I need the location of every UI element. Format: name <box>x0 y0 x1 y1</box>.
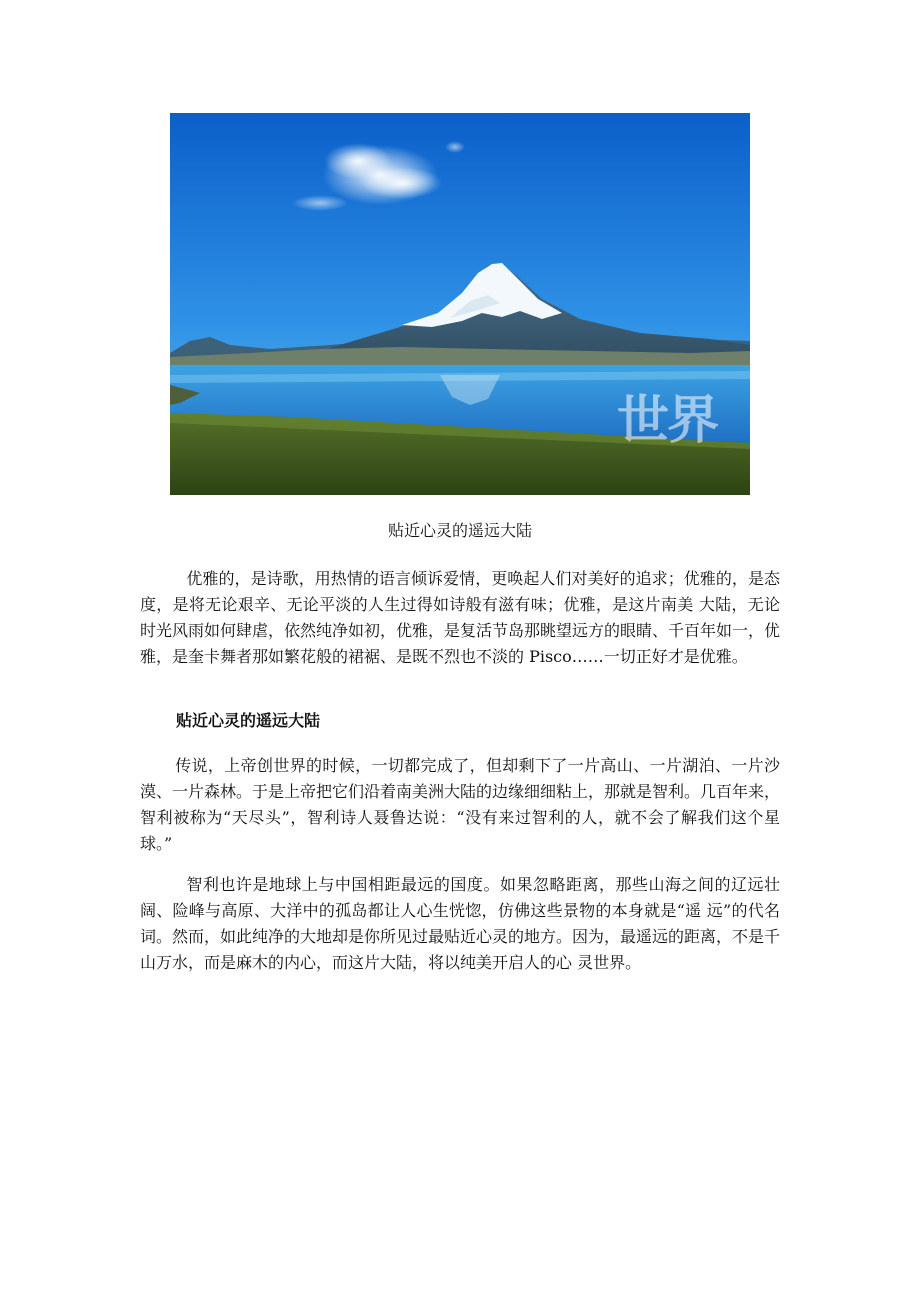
landscape-photo <box>170 113 750 495</box>
watermark-text: 世界 <box>617 391 718 451</box>
paragraph-distance: 智利也许是地球上与中国相距最远的国度。如果忽略距离，那些山海之间的辽远壮阔、险峰与高原、大洋中的孤岛都让人心生恍惚，仿佛这些景物的本身就是“遥 远”的代名词。然而，如此纯净的大地却是你所见过最贴近心灵的地方。因为，最遥远的距离，不是千山万水，而是麻木的内心，而这片大陆，将以纯美开启人的心 灵世界。 <box>140 875 781 972</box>
paragraph-elegance: 优雅的，是诗歌，用热情的语言倾诉爱情，更唤起人们对美好的追求；优雅的，是态度，是将无论艰辛、无论平淡的人生过得如诗般有滋有味；优雅，是这片南美 大陆，无论时光风雨如何肆虐，依然纯净如初，优雅，是复活节岛那眺望远方的眼睛、千百年如一，优雅，是奎卡舞者那如繁花般的裙裾、是既不烈也不淡的 Pisco……一切正好才是优雅。 <box>140 569 781 666</box>
paragraph-legend: 传说，上帝创世界的时候，一切都完成了，但却剩下了一片高山、一片湖泊、一片沙漠、一片森林。于是上帝把它们沿着南美洲大陆的边缘细细粘上，那就是智利。几百年来，智利被称为“天尽头”，智利诗人聂鲁达说：“没有来过智利的人，就不会了解我们这个星球。” <box>140 756 781 853</box>
photo-caption: 贴近心灵的遥远大陆 <box>387 521 532 540</box>
section-heading: 贴近心灵的遥远大陆 <box>176 711 321 730</box>
